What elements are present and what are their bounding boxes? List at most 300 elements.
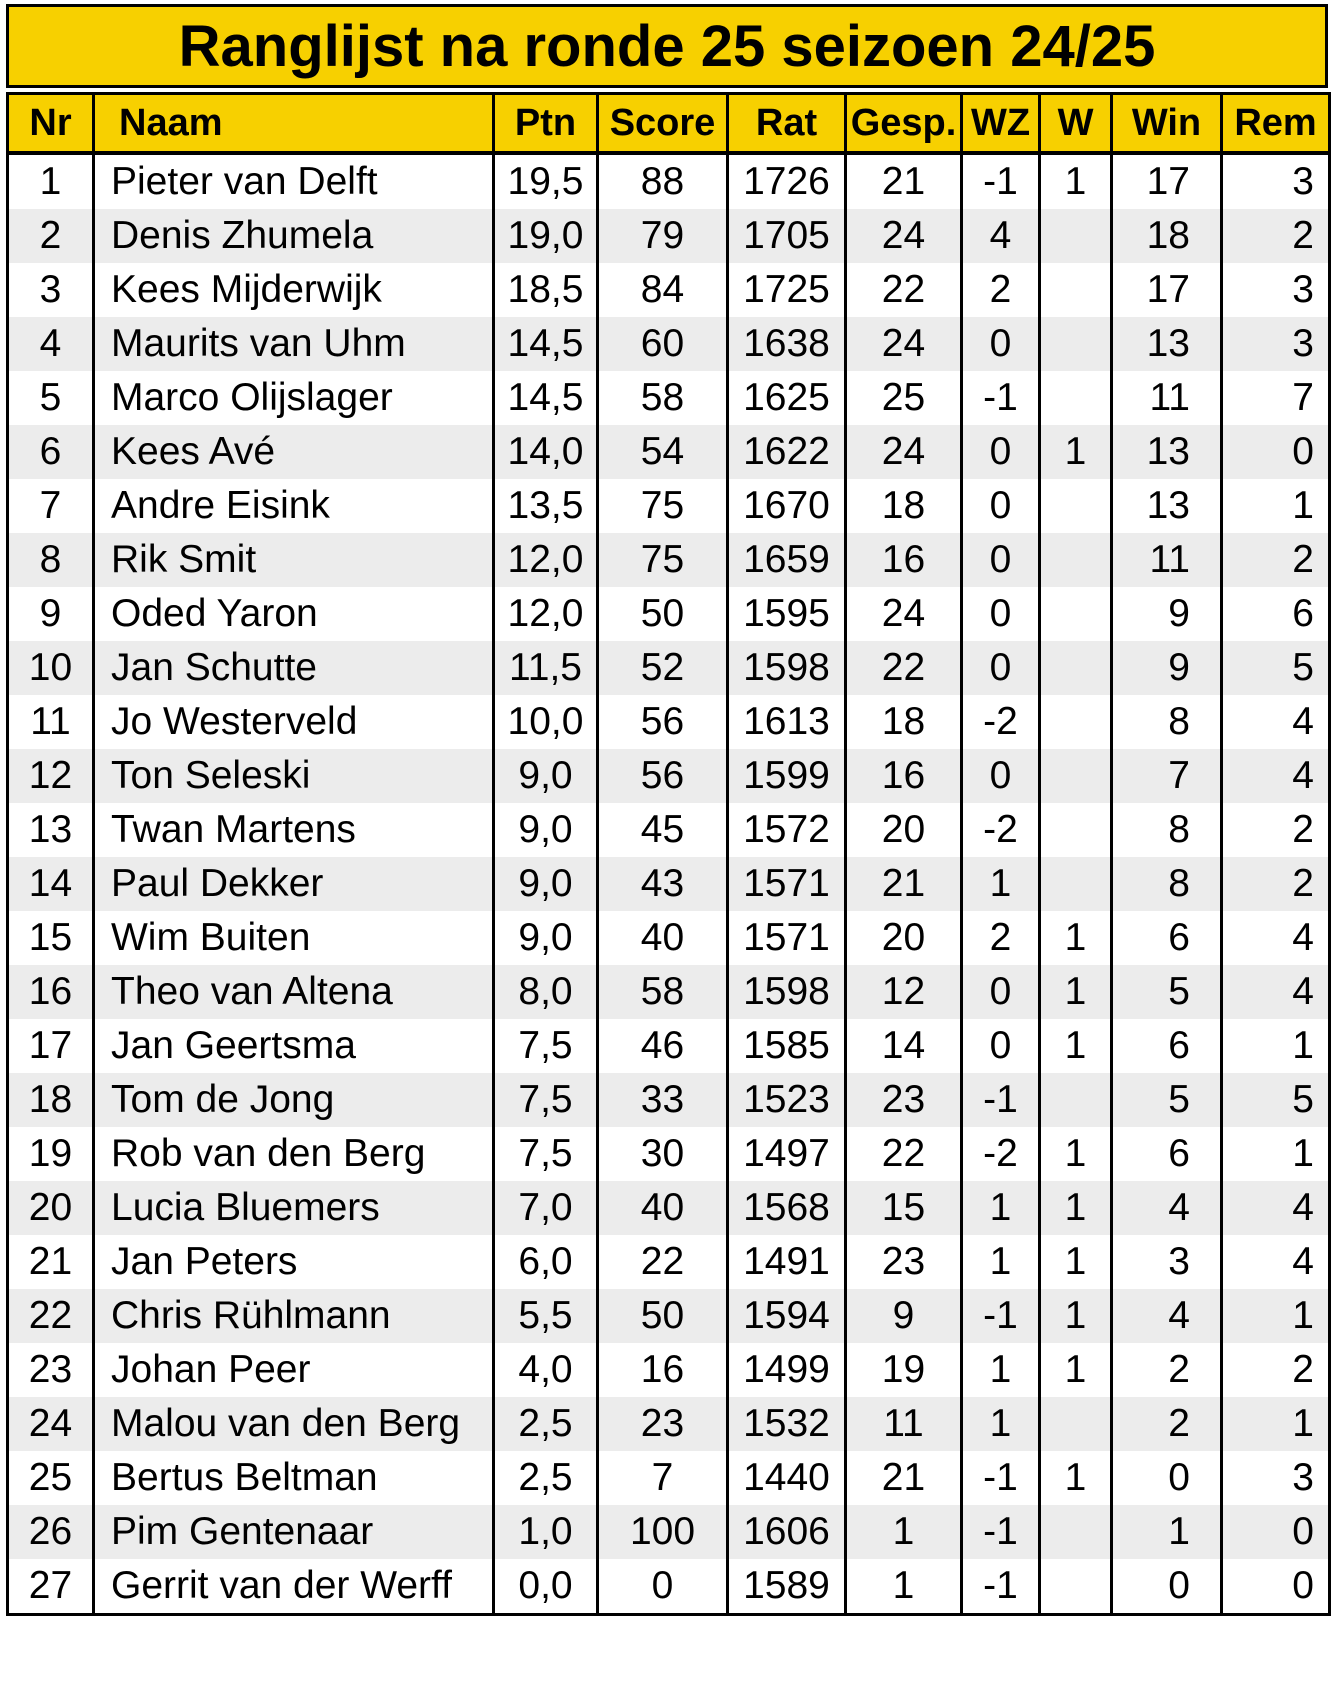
table-row (8, 1343, 1330, 1397)
cell-naam: Kees Avé (94, 425, 494, 479)
cell-rem: 2 (1222, 803, 1330, 857)
cell-ptn: 18,5 (494, 263, 598, 317)
cell-rat: 1598 (728, 641, 846, 695)
cell-w (1040, 803, 1112, 857)
cell-wz: 0 (962, 1019, 1040, 1073)
cell-naam: Bertus Beltman (94, 1451, 494, 1505)
ranking-rows (8, 153, 1330, 1615)
table-row (8, 1019, 1330, 1073)
ranking-table (6, 92, 1331, 1616)
cell-win: 8 (1112, 857, 1222, 911)
cell-score: 33 (598, 1073, 728, 1127)
cell-w (1040, 371, 1112, 425)
cell-w (1040, 263, 1112, 317)
cell-rat: 1705 (728, 209, 846, 263)
cell-rat: 1625 (728, 371, 846, 425)
table-row (8, 1505, 1330, 1559)
cell-score: 7 (598, 1451, 728, 1505)
cell-nr: 8 (8, 533, 94, 587)
table-row (8, 587, 1330, 641)
cell-naam: Malou van den Berg (94, 1397, 494, 1451)
cell-w (1040, 317, 1112, 371)
cell-score: 22 (598, 1235, 728, 1289)
cell-gesp: 18 (846, 479, 962, 533)
cell-score: 84 (598, 263, 728, 317)
cell-wz: 4 (962, 209, 1040, 263)
cell-nr: 15 (8, 911, 94, 965)
cell-score: 56 (598, 749, 728, 803)
cell-ptn: 12,0 (494, 587, 598, 641)
cell-win: 17 (1112, 263, 1222, 317)
cell-w: 1 (1040, 1235, 1112, 1289)
cell-naam: Rik Smit (94, 533, 494, 587)
cell-gesp: 24 (846, 209, 962, 263)
cell-naam: Jan Peters (94, 1235, 494, 1289)
header-win: Win (1112, 94, 1222, 154)
cell-gesp: 9 (846, 1289, 962, 1343)
cell-wz: -2 (962, 695, 1040, 749)
cell-wz: -1 (962, 1073, 1040, 1127)
cell-rat: 1585 (728, 1019, 846, 1073)
cell-ptn: 8,0 (494, 965, 598, 1019)
cell-rem: 4 (1222, 749, 1330, 803)
cell-ptn: 7,5 (494, 1127, 598, 1181)
table-row (8, 965, 1330, 1019)
cell-naam: Jan Geertsma (94, 1019, 494, 1073)
cell-rem: 1 (1222, 479, 1330, 533)
cell-win: 4 (1112, 1289, 1222, 1343)
cell-win: 0 (1112, 1451, 1222, 1505)
cell-wz: -1 (962, 1559, 1040, 1615)
cell-score: 40 (598, 911, 728, 965)
cell-rat: 1440 (728, 1451, 846, 1505)
cell-wz: 1 (962, 1235, 1040, 1289)
cell-rat: 1599 (728, 749, 846, 803)
cell-w: 1 (1040, 1289, 1112, 1343)
cell-gesp: 22 (846, 263, 962, 317)
cell-rem: 4 (1222, 911, 1330, 965)
cell-nr: 2 (8, 209, 94, 263)
cell-score: 30 (598, 1127, 728, 1181)
header-row (8, 94, 1330, 154)
cell-score: 46 (598, 1019, 728, 1073)
cell-rem: 2 (1222, 209, 1330, 263)
cell-nr: 22 (8, 1289, 94, 1343)
cell-naam: Chris Rühlmann (94, 1289, 494, 1343)
page-title: Ranglijst na ronde 25 seizoen 24/25 (6, 4, 1328, 88)
cell-rat: 1598 (728, 965, 846, 1019)
cell-naam: Maurits van Uhm (94, 317, 494, 371)
table-row (8, 1559, 1330, 1615)
cell-score: 50 (598, 587, 728, 641)
header-w: W (1040, 94, 1112, 154)
header-rat: Rat (728, 94, 846, 154)
cell-wz: 1 (962, 1397, 1040, 1451)
cell-win: 6 (1112, 1127, 1222, 1181)
cell-nr: 26 (8, 1505, 94, 1559)
cell-nr: 10 (8, 641, 94, 695)
cell-rem: 3 (1222, 1451, 1330, 1505)
cell-ptn: 13,5 (494, 479, 598, 533)
cell-naam: Marco Olijslager (94, 371, 494, 425)
table-row (8, 1451, 1330, 1505)
cell-ptn: 2,5 (494, 1397, 598, 1451)
cell-w: 1 (1040, 911, 1112, 965)
cell-nr: 25 (8, 1451, 94, 1505)
cell-nr: 6 (8, 425, 94, 479)
cell-nr: 14 (8, 857, 94, 911)
cell-gesp: 19 (846, 1343, 962, 1397)
header-nr: Nr (8, 94, 94, 154)
cell-rat: 1589 (728, 1559, 846, 1615)
cell-gesp: 22 (846, 641, 962, 695)
cell-gesp: 15 (846, 1181, 962, 1235)
cell-rem: 3 (1222, 263, 1330, 317)
cell-w (1040, 479, 1112, 533)
table-row (8, 371, 1330, 425)
cell-ptn: 2,5 (494, 1451, 598, 1505)
cell-w (1040, 209, 1112, 263)
cell-rat: 1491 (728, 1235, 846, 1289)
cell-gesp: 20 (846, 803, 962, 857)
cell-nr: 16 (8, 965, 94, 1019)
cell-nr: 27 (8, 1559, 94, 1615)
header-score: Score (598, 94, 728, 154)
cell-w (1040, 749, 1112, 803)
cell-w (1040, 587, 1112, 641)
cell-ptn: 5,5 (494, 1289, 598, 1343)
cell-wz: -1 (962, 1289, 1040, 1343)
cell-score: 79 (598, 209, 728, 263)
cell-rat: 1606 (728, 1505, 846, 1559)
cell-naam: Twan Martens (94, 803, 494, 857)
cell-score: 56 (598, 695, 728, 749)
cell-naam: Rob van den Berg (94, 1127, 494, 1181)
cell-ptn: 1,0 (494, 1505, 598, 1559)
cell-naam: Jan Schutte (94, 641, 494, 695)
cell-win: 13 (1112, 317, 1222, 371)
cell-nr: 19 (8, 1127, 94, 1181)
cell-rem: 0 (1222, 1505, 1330, 1559)
cell-rem: 1 (1222, 1019, 1330, 1073)
cell-rat: 1499 (728, 1343, 846, 1397)
cell-gesp: 24 (846, 587, 962, 641)
cell-score: 52 (598, 641, 728, 695)
cell-score: 16 (598, 1343, 728, 1397)
cell-rat: 1595 (728, 587, 846, 641)
cell-win: 4 (1112, 1181, 1222, 1235)
cell-naam: Wim Buiten (94, 911, 494, 965)
cell-ptn: 14,5 (494, 317, 598, 371)
cell-gesp: 21 (846, 1451, 962, 1505)
cell-score: 54 (598, 425, 728, 479)
cell-rem: 2 (1222, 1343, 1330, 1397)
cell-nr: 20 (8, 1181, 94, 1235)
cell-naam: Denis Zhumela (94, 209, 494, 263)
cell-gesp: 1 (846, 1505, 962, 1559)
cell-wz: 0 (962, 587, 1040, 641)
cell-win: 6 (1112, 911, 1222, 965)
table-row (8, 749, 1330, 803)
cell-naam: Pim Gentenaar (94, 1505, 494, 1559)
cell-rem: 6 (1222, 587, 1330, 641)
cell-nr: 1 (8, 153, 94, 209)
cell-gesp: 21 (846, 857, 962, 911)
cell-nr: 21 (8, 1235, 94, 1289)
table-row (8, 263, 1330, 317)
table-row (8, 1397, 1330, 1451)
table-row (8, 1181, 1330, 1235)
cell-rat: 1572 (728, 803, 846, 857)
cell-rat: 1571 (728, 857, 846, 911)
cell-wz: 0 (962, 425, 1040, 479)
table-row (8, 317, 1330, 371)
cell-win: 13 (1112, 479, 1222, 533)
cell-score: 45 (598, 803, 728, 857)
cell-rem: 4 (1222, 965, 1330, 1019)
cell-wz: -2 (962, 803, 1040, 857)
cell-rem: 5 (1222, 1073, 1330, 1127)
table-row (8, 1127, 1330, 1181)
table-row (8, 209, 1330, 263)
cell-wz: 0 (962, 749, 1040, 803)
cell-wz: 2 (962, 263, 1040, 317)
cell-naam: Tom de Jong (94, 1073, 494, 1127)
cell-score: 58 (598, 371, 728, 425)
cell-wz: -1 (962, 371, 1040, 425)
cell-gesp: 16 (846, 749, 962, 803)
cell-naam: Oded Yaron (94, 587, 494, 641)
cell-ptn: 7,5 (494, 1019, 598, 1073)
cell-win: 1 (1112, 1505, 1222, 1559)
cell-score: 58 (598, 965, 728, 1019)
cell-win: 5 (1112, 965, 1222, 1019)
cell-w (1040, 857, 1112, 911)
cell-wz: 2 (962, 911, 1040, 965)
cell-win: 17 (1112, 153, 1222, 209)
cell-rat: 1568 (728, 1181, 846, 1235)
cell-gesp: 23 (846, 1235, 962, 1289)
cell-ptn: 4,0 (494, 1343, 598, 1397)
cell-win: 3 (1112, 1235, 1222, 1289)
cell-rem: 0 (1222, 425, 1330, 479)
cell-wz: 0 (962, 965, 1040, 1019)
table-row (8, 1289, 1330, 1343)
cell-score: 40 (598, 1181, 728, 1235)
cell-nr: 9 (8, 587, 94, 641)
cell-score: 23 (598, 1397, 728, 1451)
cell-rat: 1594 (728, 1289, 846, 1343)
header-naam: Naam (94, 94, 494, 154)
cell-win: 13 (1112, 425, 1222, 479)
cell-ptn: 14,0 (494, 425, 598, 479)
cell-wz: 0 (962, 533, 1040, 587)
cell-naam: Gerrit van der Werff (94, 1559, 494, 1615)
cell-wz: -1 (962, 1505, 1040, 1559)
cell-win: 5 (1112, 1073, 1222, 1127)
cell-nr: 13 (8, 803, 94, 857)
cell-wz: 1 (962, 857, 1040, 911)
cell-nr: 11 (8, 695, 94, 749)
cell-naam: Jo Westerveld (94, 695, 494, 749)
cell-wz: 0 (962, 317, 1040, 371)
cell-rem: 2 (1222, 857, 1330, 911)
cell-gesp: 21 (846, 153, 962, 209)
table-row (8, 425, 1330, 479)
cell-naam: Lucia Bluemers (94, 1181, 494, 1235)
cell-win: 8 (1112, 695, 1222, 749)
cell-w (1040, 1559, 1112, 1615)
cell-w (1040, 533, 1112, 587)
cell-naam: Ton Seleski (94, 749, 494, 803)
cell-naam: Kees Mijderwijk (94, 263, 494, 317)
cell-naam: Johan Peer (94, 1343, 494, 1397)
cell-w: 1 (1040, 1181, 1112, 1235)
cell-score: 43 (598, 857, 728, 911)
cell-rat: 1725 (728, 263, 846, 317)
cell-rat: 1497 (728, 1127, 846, 1181)
cell-nr: 5 (8, 371, 94, 425)
cell-nr: 18 (8, 1073, 94, 1127)
header-rem: Rem (1222, 94, 1330, 154)
cell-gesp: 22 (846, 1127, 962, 1181)
cell-rem: 4 (1222, 1181, 1330, 1235)
cell-win: 7 (1112, 749, 1222, 803)
cell-w (1040, 1073, 1112, 1127)
cell-w: 1 (1040, 1451, 1112, 1505)
cell-nr: 23 (8, 1343, 94, 1397)
cell-win: 6 (1112, 1019, 1222, 1073)
cell-rat: 1659 (728, 533, 846, 587)
cell-win: 11 (1112, 371, 1222, 425)
cell-rat: 1726 (728, 153, 846, 209)
cell-nr: 12 (8, 749, 94, 803)
cell-wz: 0 (962, 641, 1040, 695)
cell-win: 2 (1112, 1343, 1222, 1397)
cell-rem: 1 (1222, 1397, 1330, 1451)
cell-w (1040, 695, 1112, 749)
cell-score: 88 (598, 153, 728, 209)
cell-wz: -1 (962, 1451, 1040, 1505)
cell-win: 18 (1112, 209, 1222, 263)
cell-ptn: 11,5 (494, 641, 598, 695)
cell-rat: 1638 (728, 317, 846, 371)
cell-score: 0 (598, 1559, 728, 1615)
cell-ptn: 7,5 (494, 1073, 598, 1127)
cell-rem: 2 (1222, 533, 1330, 587)
table-row (8, 911, 1330, 965)
cell-win: 8 (1112, 803, 1222, 857)
cell-w: 1 (1040, 965, 1112, 1019)
cell-score: 75 (598, 533, 728, 587)
cell-nr: 4 (8, 317, 94, 371)
header-ptn: Ptn (494, 94, 598, 154)
cell-gesp: 24 (846, 317, 962, 371)
cell-nr: 24 (8, 1397, 94, 1451)
cell-rem: 4 (1222, 695, 1330, 749)
cell-score: 100 (598, 1505, 728, 1559)
cell-win: 9 (1112, 587, 1222, 641)
cell-gesp: 20 (846, 911, 962, 965)
cell-ptn: 6,0 (494, 1235, 598, 1289)
cell-naam: Pieter van Delft (94, 153, 494, 209)
cell-w: 1 (1040, 425, 1112, 479)
cell-win: 0 (1112, 1559, 1222, 1615)
cell-w (1040, 1397, 1112, 1451)
cell-rat: 1613 (728, 695, 846, 749)
cell-ptn: 19,5 (494, 153, 598, 209)
table-row (8, 695, 1330, 749)
cell-gesp: 11 (846, 1397, 962, 1451)
cell-gesp: 1 (846, 1559, 962, 1615)
cell-gesp: 23 (846, 1073, 962, 1127)
cell-rem: 1 (1222, 1289, 1330, 1343)
cell-nr: 3 (8, 263, 94, 317)
cell-win: 9 (1112, 641, 1222, 695)
cell-nr: 7 (8, 479, 94, 533)
cell-w: 1 (1040, 1127, 1112, 1181)
table-row (8, 1073, 1330, 1127)
table-row (8, 1235, 1330, 1289)
cell-gesp: 18 (846, 695, 962, 749)
cell-gesp: 14 (846, 1019, 962, 1073)
cell-wz: 1 (962, 1343, 1040, 1397)
table-row (8, 641, 1330, 695)
cell-ptn: 0,0 (494, 1559, 598, 1615)
table-row (8, 803, 1330, 857)
cell-rem: 3 (1222, 317, 1330, 371)
cell-rem: 3 (1222, 153, 1330, 209)
cell-rem: 7 (1222, 371, 1330, 425)
cell-rem: 4 (1222, 1235, 1330, 1289)
cell-rat: 1670 (728, 479, 846, 533)
cell-rat: 1571 (728, 911, 846, 965)
cell-ptn: 9,0 (494, 749, 598, 803)
cell-ptn: 14,5 (494, 371, 598, 425)
cell-w: 1 (1040, 153, 1112, 209)
cell-wz: 1 (962, 1181, 1040, 1235)
cell-wz: -1 (962, 153, 1040, 209)
cell-rat: 1532 (728, 1397, 846, 1451)
cell-gesp: 24 (846, 425, 962, 479)
cell-w: 1 (1040, 1343, 1112, 1397)
table-row (8, 857, 1330, 911)
cell-ptn: 9,0 (494, 857, 598, 911)
cell-w (1040, 1505, 1112, 1559)
header-wz: WZ (962, 94, 1040, 154)
cell-naam: Andre Eisink (94, 479, 494, 533)
cell-rat: 1523 (728, 1073, 846, 1127)
cell-wz: 0 (962, 479, 1040, 533)
header-gesp: Gesp. (846, 94, 962, 154)
cell-ptn: 10,0 (494, 695, 598, 749)
cell-naam: Theo van Altena (94, 965, 494, 1019)
cell-naam: Paul Dekker (94, 857, 494, 911)
cell-rem: 5 (1222, 641, 1330, 695)
cell-score: 60 (598, 317, 728, 371)
cell-w (1040, 641, 1112, 695)
cell-score: 50 (598, 1289, 728, 1343)
cell-ptn: 9,0 (494, 911, 598, 965)
cell-gesp: 16 (846, 533, 962, 587)
table-row (8, 479, 1330, 533)
cell-gesp: 25 (846, 371, 962, 425)
table-row (8, 533, 1330, 587)
cell-win: 11 (1112, 533, 1222, 587)
cell-ptn: 9,0 (494, 803, 598, 857)
cell-wz: -2 (962, 1127, 1040, 1181)
cell-win: 2 (1112, 1397, 1222, 1451)
